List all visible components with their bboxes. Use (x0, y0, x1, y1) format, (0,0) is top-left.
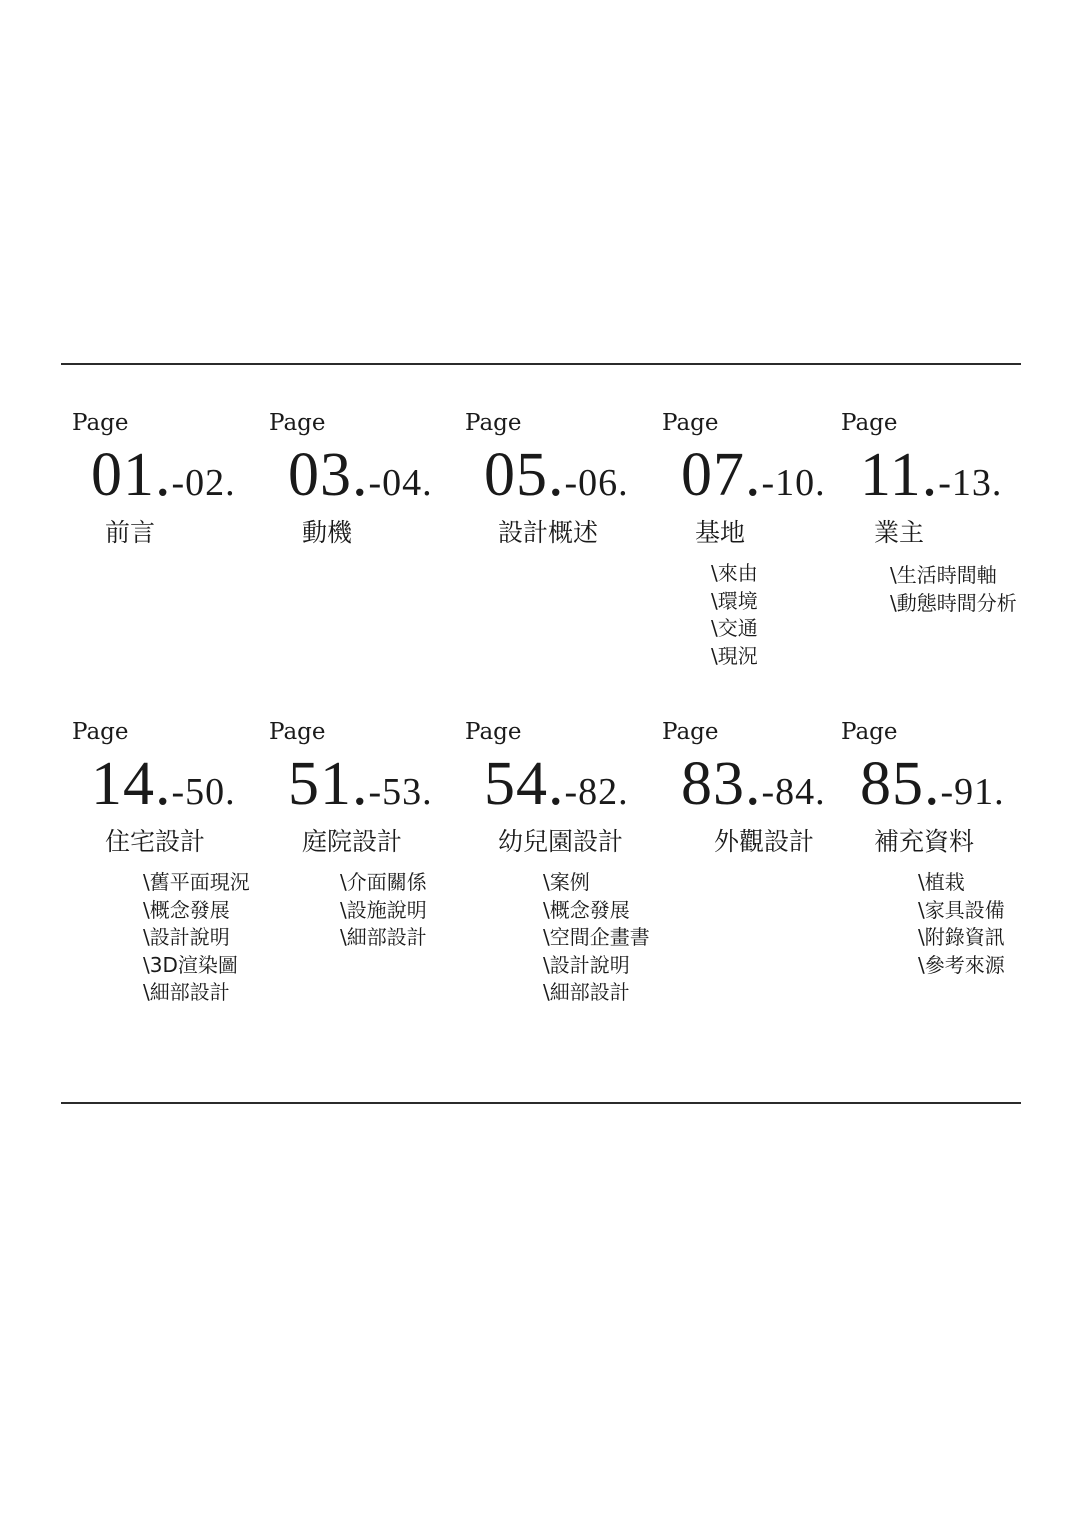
page-range-end: -53. (368, 771, 433, 813)
subsection-list (143, 869, 250, 1007)
subsection-item[interactable]: \環境 (711, 588, 758, 613)
subsection-item[interactable]: \附錄資訊 (918, 925, 1005, 949)
page-range (860, 441, 1003, 509)
page-label: Page (841, 719, 898, 745)
section-title: 前言 (105, 518, 156, 547)
subsection-item[interactable]: \生活時間軸 (890, 563, 997, 587)
page-range-start: 54. (484, 750, 565, 818)
page-range-start: 03. (288, 441, 369, 509)
page-range-end: -13. (938, 462, 1003, 504)
subsection-item[interactable]: \參考來源 (918, 952, 1005, 977)
page-range-end: -04. (368, 462, 433, 504)
page-label: Page (841, 410, 898, 436)
page-label: Page (465, 410, 522, 436)
page-label: Page (72, 719, 129, 745)
subsection-item[interactable]: \細部設計 (143, 980, 230, 1004)
page-label: Page (662, 719, 719, 745)
subsection-item[interactable]: \現況 (711, 643, 758, 668)
subsection-item[interactable]: \細部設計 (543, 980, 630, 1004)
page-range-start: 07. (681, 441, 762, 509)
page-label: Page (72, 410, 129, 436)
subsection-item[interactable]: \案例 (543, 870, 590, 894)
subsection-list (543, 869, 650, 1007)
page-range (681, 750, 826, 818)
page-range (484, 441, 629, 509)
bottom-divider (61, 1102, 1021, 1104)
section-title: 補充資料 (874, 827, 975, 856)
page-range-end: -06. (564, 462, 629, 504)
page-range-start: 05. (484, 441, 565, 509)
section-title: 設計概述 (498, 518, 599, 547)
page-label: Page (269, 410, 326, 436)
page-range-start: 11. (860, 441, 939, 509)
subsection-item[interactable]: \來由 (711, 561, 758, 585)
page-range-end: -10. (761, 462, 826, 504)
subsection-item[interactable]: \家具設備 (918, 897, 1005, 922)
subsection-item[interactable]: \植栽 (918, 870, 965, 894)
subsection-item[interactable]: \空間企畫書 (543, 925, 650, 949)
subsection-item[interactable]: \3D渲染圖 (143, 952, 238, 977)
subsection-item[interactable]: \設施說明 (340, 897, 427, 922)
subsection-item[interactable]: \設計說明 (143, 925, 230, 949)
subsection-item[interactable]: \交通 (711, 616, 758, 640)
subsection-item[interactable]: \動態時間分析 (890, 590, 1017, 615)
section-title: 庭院設計 (302, 827, 403, 856)
page-range (681, 441, 826, 509)
page-range-start: 01. (91, 441, 172, 509)
section-title: 基地 (695, 518, 746, 547)
section-title: 幼兒園設計 (498, 827, 624, 856)
subsection-item[interactable]: \設計說明 (543, 952, 630, 977)
page-range-end: -50. (171, 771, 236, 813)
subsection-list (711, 560, 758, 670)
subsection-item[interactable]: \概念發展 (143, 897, 230, 922)
page-range-start: 85. (860, 750, 941, 818)
subsection-list (340, 869, 427, 952)
section-title: 外觀設計 (714, 827, 815, 856)
page-label: Page (269, 719, 326, 745)
page-range (288, 750, 433, 818)
subsection-list (918, 869, 1005, 979)
section-title: 住宅設計 (105, 827, 206, 856)
page-range-end: -84. (761, 771, 826, 813)
page-range (484, 750, 629, 818)
subsection-item[interactable]: \細部設計 (340, 925, 427, 949)
subsection-item[interactable]: \概念發展 (543, 897, 630, 922)
page-range (91, 750, 236, 818)
page-label: Page (465, 719, 522, 745)
page-range (288, 441, 433, 509)
section-title: 動機 (302, 518, 353, 547)
page-range (860, 750, 1005, 818)
page-range (91, 441, 236, 509)
page-range-start: 14. (91, 750, 172, 818)
page-range-end: -02. (171, 462, 236, 504)
subsection-item[interactable]: \介面關係 (340, 870, 427, 894)
page-range-start: 51. (288, 750, 369, 818)
page-range-end: -91. (940, 771, 1005, 813)
page-range-start: 83. (681, 750, 762, 818)
section-title: 業主 (874, 518, 925, 547)
subsection-list (890, 562, 1017, 617)
subsection-item[interactable]: \舊平面現況 (143, 870, 250, 894)
page-range-end: -82. (564, 771, 629, 813)
page-label: Page (662, 410, 719, 436)
top-divider (61, 363, 1021, 365)
